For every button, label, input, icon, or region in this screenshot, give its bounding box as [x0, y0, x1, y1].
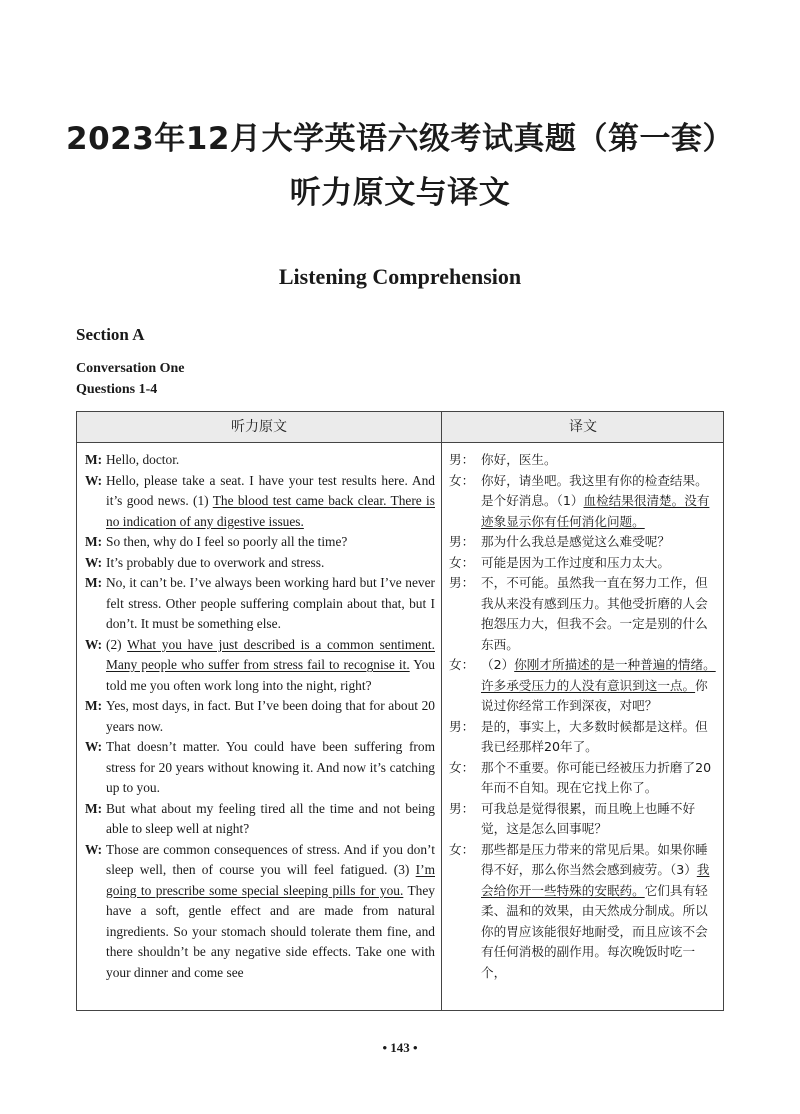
- column-divider: [441, 412, 442, 1010]
- chinese-dialogue-turn: [449, 758, 719, 799]
- document-title: [0, 112, 800, 220]
- speaker-label: M:: [85, 575, 103, 590]
- dialogue-text: [106, 573, 435, 635]
- speaker-label: 女：: [449, 554, 475, 570]
- chinese-dialogue-turn: [449, 655, 719, 717]
- chinese-dialogue-turn: [449, 799, 719, 840]
- text-segment: So then, why do I feel so poorly all the time?: [106, 534, 348, 549]
- dialogue-text: [481, 799, 719, 840]
- english-dialogue-turn: [85, 450, 435, 471]
- underlined-answer-text: 我会给你开一些特殊的安眠药。: [481, 862, 710, 898]
- speaker-label: 男：: [449, 575, 475, 590]
- chinese-translation-column: [449, 450, 719, 983]
- speaker-label: W:: [85, 554, 103, 570]
- dialogue-text: [481, 471, 719, 533]
- text-segment: You told me you often work long into the night, right?: [106, 657, 435, 693]
- dialogue-text: [106, 450, 435, 471]
- speaker-label: M:: [85, 698, 103, 713]
- text-segment: It’s probably due to overwork and stress.: [106, 554, 325, 570]
- english-dialogue-turn: [85, 696, 435, 737]
- speaker-label: M:: [85, 452, 103, 467]
- speaker-label: W:: [85, 739, 103, 754]
- speaker-label: W:: [85, 472, 103, 488]
- speaker-label: 女：: [449, 657, 475, 672]
- chinese-dialogue-turn: [449, 840, 719, 984]
- chinese-dialogue-turn: [449, 532, 719, 553]
- text-segment: 它们具有轻柔、温和的效果，由天然成分制成。所以你的胃应该能很好地耐受，而且应该不会有任何消极的副作用。每次晚饭时吃一个，: [481, 882, 708, 980]
- text-segment: 你好，请坐吧。我这里有你的检查结果。是个好消息。（1）: [481, 472, 708, 508]
- table-header: [77, 412, 723, 443]
- underlined-answer-text: 血检结果很清楚。没有迹象显示你有任何消化问题。: [481, 493, 710, 529]
- speaker-label: 女：: [449, 759, 475, 775]
- text-segment: 可能是因为工作过度和压力太大。: [481, 554, 670, 570]
- english-dialogue-turn: [85, 573, 435, 635]
- underlined-answer-text: I’m going to prescribe some special sleeping pills for you.: [106, 862, 435, 898]
- text-segment: （2）: [481, 657, 515, 672]
- title-line-1: 2023年12月大学英语六级考试真题（第一套）: [66, 121, 734, 157]
- dialogue-text: [106, 840, 435, 984]
- speaker-label: 男：: [449, 718, 475, 734]
- underlined-answer-text: What you have just described is a common sentiment. Many people who suffer from stress fail to recognise it.: [106, 636, 435, 672]
- dialogue-text: [481, 655, 719, 717]
- text-segment: They have a soft, gentle effect and are made from natural ingredients. So your stomach should tolerate them fine, and there shouldn’t be any negative side effects. Take one with your dinner and come see: [106, 882, 435, 980]
- dialogue-text: [106, 471, 435, 533]
- chinese-dialogue-turn: [449, 450, 719, 471]
- text-segment: Those are common consequences of stress. And if you don’t sleep well, then of course you will feel fatigued. (3): [106, 841, 435, 877]
- text-segment: Hello, please take a seat. I have your test results here. And it’s good news. (1): [106, 472, 435, 508]
- questions-range: Questions 1-4: [76, 382, 158, 397]
- english-transcript-column: [85, 450, 435, 983]
- english-dialogue-turn: [85, 532, 435, 553]
- text-segment: That doesn’t matter. You could have been suffering from stress for 20 years without knowing it. And now it’s catching up to you.: [106, 739, 435, 795]
- transcript-table: [76, 411, 724, 1011]
- speaker-label: 女：: [449, 472, 475, 488]
- text-segment: 是的，事实上，大多数时候都是这样。但我已经那样20年了。: [481, 718, 708, 754]
- chinese-dialogue-turn: [449, 553, 719, 574]
- speaker-label: 男：: [449, 452, 475, 467]
- speaker-label: M:: [85, 534, 103, 549]
- text-segment: 你好，医生。: [481, 452, 557, 467]
- text-segment: (2): [106, 636, 128, 652]
- text-segment: Hello, doctor.: [106, 452, 180, 467]
- english-dialogue-turn: [85, 471, 435, 533]
- dialogue-text: [481, 450, 719, 471]
- english-dialogue-turn: [85, 635, 435, 697]
- dialogue-text: [106, 635, 435, 697]
- dialogue-text: [481, 573, 719, 655]
- page-number: • 143 •: [382, 1040, 418, 1055]
- conversation-title: Conversation One: [76, 361, 185, 376]
- english-dialogue-turn: [85, 553, 435, 574]
- speaker-label: 女：: [449, 841, 475, 857]
- header-translation: 译文: [569, 419, 597, 435]
- text-segment: 不，不可能。虽然我一直在努力工作，但我从来没有感到压力。其他受折磨的人会抱怨压力大，但我不会。一定是别的什么东西。: [481, 575, 708, 652]
- speaker-label: W:: [85, 841, 103, 857]
- dialogue-text: [106, 696, 435, 737]
- title-line-2: 听力原文与译文: [289, 175, 511, 211]
- text-segment: 你说过你经常工作到深夜，对吧？: [481, 677, 708, 713]
- english-dialogue-turn: [85, 840, 435, 984]
- chinese-dialogue-turn: [449, 573, 719, 655]
- section-title: Section A: [76, 325, 145, 344]
- dialogue-text: [481, 840, 719, 984]
- dialogue-text: [106, 532, 435, 553]
- text-segment: No, it can’t be. I’ve always been working hard but I’ve never felt stress. Other people suffering complain about that, but I don’t. It must be something else.: [106, 575, 435, 631]
- underlined-answer-text: 你刚才所描述的是一种普遍的情绪。许多承受压力的人没有意识到这一点。: [481, 657, 716, 693]
- text-segment: But what about my feeling tired all the time and not being able to sleep well at night?: [106, 800, 435, 836]
- chinese-dialogue-turn: [449, 717, 719, 758]
- dialogue-text: [106, 737, 435, 799]
- speaker-label: M:: [85, 800, 103, 816]
- speaker-label: 男：: [449, 800, 475, 816]
- english-dialogue-turn: [85, 799, 435, 840]
- dialogue-text: [481, 532, 719, 553]
- speaker-label: 男：: [449, 534, 475, 549]
- dialogue-text: [481, 758, 719, 799]
- chinese-dialogue-turn: [449, 471, 719, 533]
- header-transcript: 听力原文: [231, 419, 287, 435]
- text-segment: 可我总是觉得很累，而且晚上也睡不好觉，这是怎么回事呢？: [481, 800, 696, 836]
- dialogue-text: [481, 717, 719, 758]
- english-dialogue-turn: [85, 737, 435, 799]
- text-segment: 那些都是压力带来的常见后果。如果你睡得不好，那么你当然会感到疲劳。（3）: [481, 841, 708, 877]
- text-segment: 那为什么我总是感觉这么难受呢？: [481, 534, 670, 549]
- dialogue-text: [481, 553, 719, 574]
- text-segment: 那个不重要。你可能已经被压力折磨了20年而不自知。现在它找上你了。: [481, 759, 712, 795]
- dialogue-text: [106, 799, 435, 840]
- speaker-label: W:: [85, 636, 103, 652]
- part-title: Listening Comprehension: [278, 264, 522, 289]
- underlined-answer-text: The blood test came back clear. There is no indication of any digestive issues.: [106, 493, 435, 529]
- text-segment: Yes, most days, in fact. But I’ve been doing that for about 20 years now.: [106, 698, 435, 734]
- dialogue-text: [106, 553, 435, 574]
